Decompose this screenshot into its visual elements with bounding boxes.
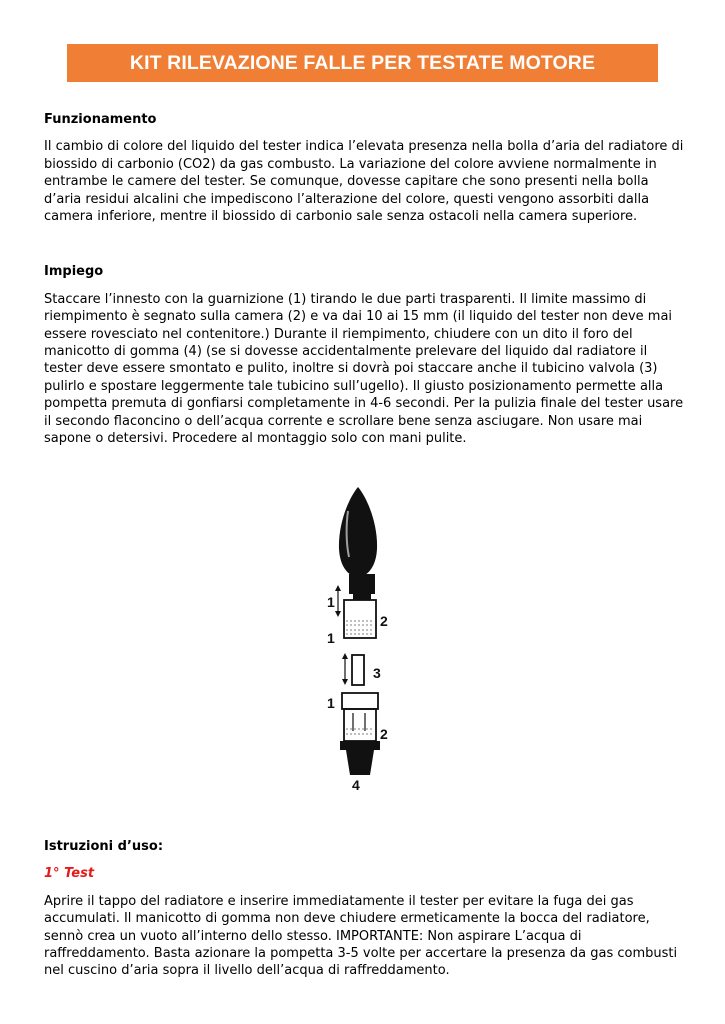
lower-chamber [344, 709, 376, 741]
rubber-sleeve [346, 750, 374, 775]
instructions-section [44, 838, 684, 980]
label-1-low: 1 [327, 695, 335, 711]
label-4: 4 [352, 777, 360, 793]
tester-diagram [318, 485, 398, 795]
label-3: 3 [373, 665, 381, 681]
bulb-shape [339, 487, 377, 575]
title-banner [67, 44, 658, 82]
valve-tube [352, 655, 364, 685]
label-1-mid: 1 [327, 630, 335, 646]
bulb-neck [349, 574, 375, 594]
paragraph-test-1: Aprire il tappo del radiatore e inserire immediatamente il tester per evitare la fuga dei gas accumulati. Il manicotto di gomma non deve chiudere ermeticamente la bocca del radiatore, sennò crea un vuoto all’interno dello stesso. IMPORTANTE: Non aspirare L’acqua di raffreddamento. Basta azionare la pompetta 3-5 volte per accertare la presenza da gas combusti nel cuscino d’aria sopra il livello dell’acqua di raffreddamento. [44, 893, 678, 979]
label-2-low: 2 [380, 726, 388, 742]
paragraph-funzionamento: Il cambio di colore del liquido del tester indica l’elevata presenza nella bolla d’aria del radiatore di biossido di carbonio (CO2) da gas combusto. La variazione del colore avviene normalmente in entrambe le camere del tester. Se comunque, dovesse capitare che sono presenti nella bolla d’aria residui alcalini che impediscono l’alterazione del colore, questi vengono assorbiti dalla camera inferiore, mentre il biossido di carbonio sale senza ostacoli nella camera superiore. [44, 139, 684, 225]
label-2-top: 2 [380, 613, 388, 629]
paragraph-impiego: Staccare l’innesto con la guarnizione (1) tirando le due parti trasparenti. Il limite massimo di riempimento è segnato sulla camera (2) e va dai 10 ai 15 mm (il liquido del tester non deve mai essere rovesciato nel contenitore.) Durante il riempimento, chiudere con un dito il foro del manicotto di gomma (4) (se si dovesse accidentalmente prelevare del liquido dal radiatore il tester deve essere smontato e pulito, inoltre si dovrà poi staccare anche il tubicino valvola (3) pulirlo e spostare leggermente tale tubicino sull’ugello). Il giusto posizionamento permette alla pompetta premuta di gonfiarsi completamente in 4-6 secondi. Per la pulizia finale del tester usare il secondo flaconcino o dell’acqua corrente e scrollare bene senza asciugare. Non usare mai sapone o detersivi. Procedere al montaggio solo con mani pulite. [44, 291, 684, 447]
label-1-top: 1 [327, 594, 335, 610]
tester-illustration [318, 485, 398, 795]
page-title: KIT RILEVAZIONE FALLE PER TESTATE MOTORE [129, 51, 596, 74]
upper-chamber [344, 600, 376, 638]
bottom-seal [340, 741, 380, 750]
heading-funzionamento: Funzionamento [44, 112, 157, 127]
test-1-label: 1° Test [44, 866, 95, 882]
heading-istruzioni: Istruzioni d’uso: [44, 839, 164, 854]
main-content [44, 111, 684, 448]
lower-connector [342, 693, 378, 709]
heading-impiego: Impiego [44, 264, 104, 280]
